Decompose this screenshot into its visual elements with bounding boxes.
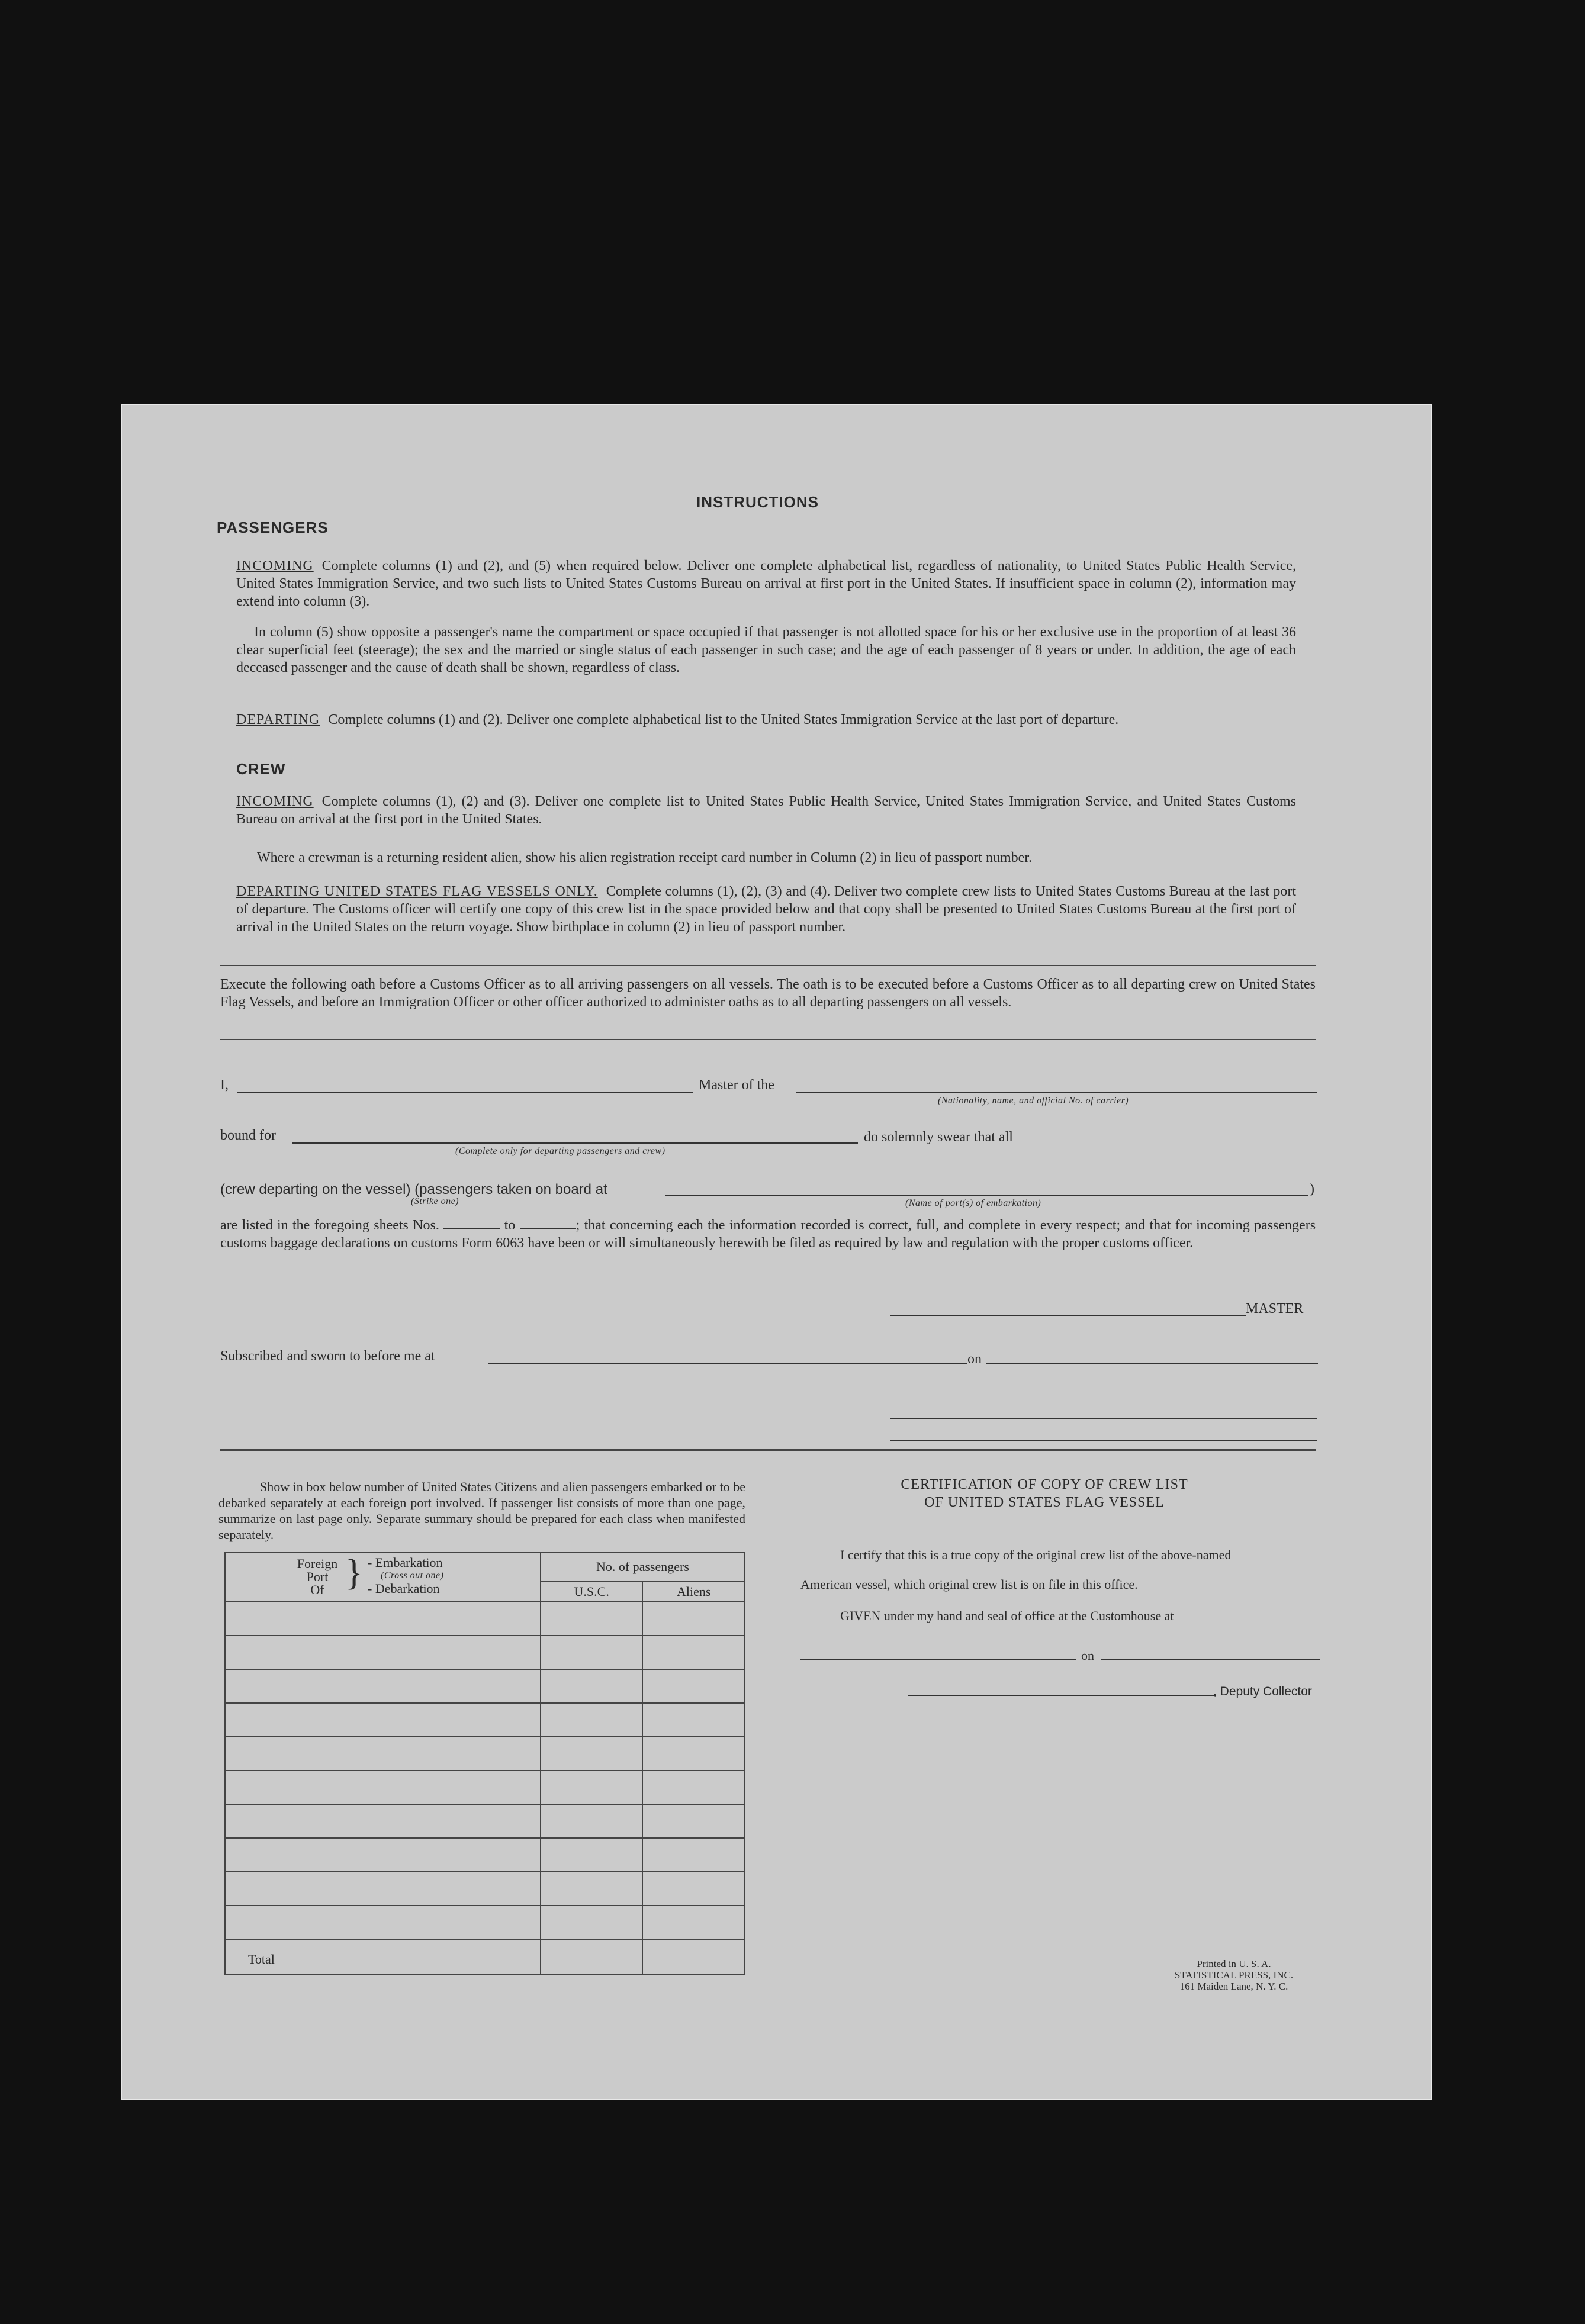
port-caption: (Name of port(s) of embarkation) (905, 1198, 1041, 1208)
table-row (225, 1737, 745, 1771)
usc-cell[interactable] (541, 1804, 643, 1838)
customhouse-field[interactable] (800, 1659, 1076, 1660)
table-row (225, 1905, 745, 1939)
crew-departing-phrase: (crew departing on the vessel) (passengers taken on board at (220, 1182, 607, 1198)
port-cell[interactable] (225, 1838, 541, 1872)
form-sheet (121, 404, 1432, 2100)
crew-departing-text-line (220, 1182, 607, 1198)
column5-paragraph: In column (5) show opposite a passenger's name the compartment or space occupied if that passenger is not allotted space for his or her exclusive use in the proportion of at least 36 clear superficial feet (steerage); the sex and the married or single status of each passenger in such case; and the age of each passenger of 8 years or under. In addition, the age of each deceased passenger and the cause of death shall be shown, regardless of class. (236, 625, 1296, 675)
usc-header: U.S.C. (541, 1581, 643, 1602)
master-label: MASTER (1246, 1301, 1304, 1316)
foreign-port-header (225, 1552, 541, 1602)
table-row (225, 1771, 745, 1804)
port-cell[interactable] (225, 1905, 541, 1939)
officer-title-field[interactable] (890, 1440, 1317, 1441)
certification-title-line-2: OF UNITED STATES FLAG VESSEL (924, 1495, 1165, 1510)
divider-top (220, 965, 1316, 969)
aliens-cell[interactable] (642, 1872, 745, 1905)
subscribed-label: Subscribed and sworn to before me at (220, 1348, 435, 1364)
certification-title (819, 1476, 1269, 1511)
divider-oath (220, 1039, 1316, 1043)
close-paren: ) (1310, 1182, 1314, 1197)
port-cell[interactable] (225, 1804, 541, 1838)
oath-i-label: I, (220, 1077, 229, 1093)
given-text: GIVEN under my hand and seal of office at the Customhouse at (840, 1608, 1174, 1623)
aliens-cell[interactable] (642, 1838, 745, 1872)
oath-to-word: to (504, 1218, 516, 1233)
no-passengers-header: No. of passengers (541, 1552, 745, 1581)
table-row (225, 1636, 745, 1669)
printer-imprint (1139, 1958, 1329, 1992)
usc-cell[interactable] (541, 1669, 643, 1703)
carrier-field[interactable] (796, 1092, 1317, 1093)
aliens-cell[interactable] (642, 1771, 745, 1804)
of-label: Of (310, 1582, 324, 1597)
sheet-from-field[interactable] (443, 1216, 500, 1229)
aliens-cell[interactable] (642, 1804, 745, 1838)
crew-incoming-text: Complete columns (1), (2) and (3). Deliver one complete list to United States Public Health Service, United States Immigration Service, and United States Customs Bureau on arrival at the first port in the United States. (236, 794, 1296, 827)
cross-out-caption: (Cross out one) (381, 1570, 444, 1581)
table-row (225, 1602, 745, 1636)
certification-title-line-1: CERTIFICATION OF COPY OF CREW LIST (901, 1477, 1188, 1492)
passengers-incoming-paragraph (236, 557, 1296, 610)
aliens-cell[interactable] (642, 1602, 745, 1636)
sheet-to-field[interactable] (520, 1216, 576, 1229)
sworn-date-field[interactable] (986, 1363, 1318, 1364)
certification-on-label: on (1081, 1648, 1094, 1663)
sworn-place-field[interactable] (488, 1363, 967, 1364)
port-cell[interactable] (225, 1636, 541, 1669)
debarkation-label: - Debarkation (368, 1581, 440, 1596)
oath-body-rest: ; that concerning each the information recorded is correct, full, and complete in every respect; and that for incoming passengers customs baggage declarations on customs Form 6063 have been or will simultaneously herewith be filed as required by law and regulation with the proper customs officer. (220, 1218, 1316, 1251)
passengers-departing-text: Complete columns (1) and (2). Deliver one complete alphabetical list to the United States Immigration Service at the last port of departure. (328, 712, 1119, 728)
officer-signature-field[interactable] (890, 1418, 1317, 1419)
crew-incoming-paragraph (236, 793, 1296, 828)
deputy-signature-field[interactable] (908, 1695, 1216, 1696)
certification-date-field[interactable] (1101, 1659, 1320, 1660)
usc-cell[interactable] (541, 1771, 643, 1804)
printer-line-2: STATISTICAL PRESS, INC. (1174, 1969, 1294, 1981)
passenger-summary-table (224, 1552, 745, 1975)
certification-text-1: I certify that this is a true copy of the original crew list of the above-named (840, 1547, 1232, 1562)
bound-for-label: bound for (220, 1128, 276, 1143)
usc-cell[interactable] (541, 1838, 643, 1872)
crew-departing-paragraph (236, 883, 1296, 936)
port-cell[interactable] (225, 1771, 541, 1804)
usc-cell[interactable] (541, 1905, 643, 1939)
passengers-departing-paragraph (236, 711, 1296, 729)
divider-bottom (220, 1449, 1316, 1453)
usc-cell[interactable] (541, 1636, 643, 1669)
crew-heading: CREW (236, 760, 286, 778)
table-row (225, 1838, 745, 1872)
usc-total-cell[interactable] (541, 1939, 643, 1975)
aliens-cell[interactable] (642, 1703, 745, 1737)
master-of-the-label: Master of the (699, 1077, 774, 1093)
crew-incoming-label: INCOMING (236, 794, 314, 809)
instructions-title: INSTRUCTIONS (696, 493, 819, 511)
strike-one-caption: (Strike one) (411, 1196, 459, 1206)
passengers-departing-label: DEPARTING (236, 712, 320, 728)
port-cell[interactable] (225, 1602, 541, 1636)
certification-text-2: American vessel, which original crew list is on file in this office. (800, 1577, 1138, 1592)
crew-resident-paragraph: Where a crewman is a returning resident alien, show his alien registration receipt card number in Column (2) in lieu of passport number. (257, 850, 1032, 865)
port-label: Port (306, 1569, 329, 1584)
crew-departing-label: DEPARTING UNITED STATES FLAG VESSELS ONLY. (236, 884, 598, 899)
oath-body-start: are listed in the foregoing sheets Nos. (220, 1218, 439, 1233)
usc-cell[interactable] (541, 1737, 643, 1771)
crew-departing-text: Complete columns (1), (2), (3) and (4). Deliver two complete crew lists to United States Customs Bureau at the last port of departure. The Customs officer will certify one copy of this crew list in the space provided below and that copy shall be presented to United States Customs Bureau at the first port of arrival in the United States on the return voyage. Show birthplace in column (2) in lieu of passport number. (236, 884, 1297, 935)
aliens-header: Aliens (642, 1581, 745, 1602)
usc-cell[interactable] (541, 1872, 643, 1905)
port-cell[interactable] (225, 1737, 541, 1771)
foreign-label: Foreign (297, 1556, 338, 1571)
printer-line-1: Printed in U. S. A. (1197, 1958, 1271, 1969)
bound-for-field[interactable] (292, 1142, 858, 1144)
aliens-cell[interactable] (642, 1669, 745, 1703)
aliens-cell[interactable] (642, 1905, 745, 1939)
total-row (225, 1939, 745, 1975)
master-name-field[interactable] (237, 1092, 693, 1093)
oath-instruction: Execute the following oath before a Customs Officer as to all arriving passengers on all vessels. The oath is to be executed before a Customs Officer as to all departing crew on United States Flag Vessels, and before an Immigration Officer or other officer authorized to administer oaths as to all departing passengers on all vessels. (220, 977, 1316, 1010)
table-row (225, 1669, 745, 1703)
bound-for-caption: (Complete only for departing passengers and crew) (455, 1146, 665, 1156)
swear-text: do solemnly swear that all (864, 1129, 1013, 1145)
passengers-incoming-label: INCOMING (236, 558, 314, 574)
passengers-heading: PASSENGERS (217, 519, 329, 536)
passengers-incoming-text: Complete columns (1) and (2), and (5) when required below. Deliver one complete alphabetical list, regardless of nationality, to United States Public Health Service, United States Immigration Service, and two such lists to United States Customs Bureau on arrival at first port in the United States. If insufficient space in column (2), information may extend into column (3). (236, 558, 1296, 609)
embarkation-label: - Embarkation (368, 1555, 443, 1570)
usc-cell[interactable] (541, 1703, 643, 1737)
port-cell[interactable] (225, 1703, 541, 1737)
embarkation-port-field[interactable] (665, 1195, 1308, 1196)
port-cell[interactable] (225, 1669, 541, 1703)
table-row (225, 1703, 745, 1737)
printer-line-3: 161 Maiden Lane, N. Y. C. (1179, 1981, 1288, 1992)
aliens-cell[interactable] (642, 1737, 745, 1771)
summary-instruction: Show in box below number of United States Citizens and alien passengers embarked or to be debarked separately at each foreign port involved. If passenger list consists of more than one page, summarize on last page only. Separate summary should be prepared for each class when manifested separately. (218, 1479, 745, 1542)
deputy-collector-label (1213, 1683, 1312, 1699)
table-row (225, 1804, 745, 1838)
nationality-caption: (Nationality, name, and official No. of carrier) (938, 1096, 1129, 1106)
aliens-total-cell[interactable] (642, 1939, 745, 1975)
port-cell[interactable] (225, 1872, 541, 1905)
oath-body (220, 1216, 1316, 1252)
sworn-on-label: on (967, 1351, 982, 1367)
usc-cell[interactable] (541, 1602, 643, 1636)
total-label: Total (225, 1939, 541, 1975)
brace-icon: } (345, 1553, 363, 1593)
aliens-cell[interactable] (642, 1636, 745, 1669)
table-row (225, 1872, 745, 1905)
deputy-collector-text: , Deputy Collector (1213, 1685, 1312, 1698)
master-signature-field[interactable] (890, 1315, 1246, 1316)
